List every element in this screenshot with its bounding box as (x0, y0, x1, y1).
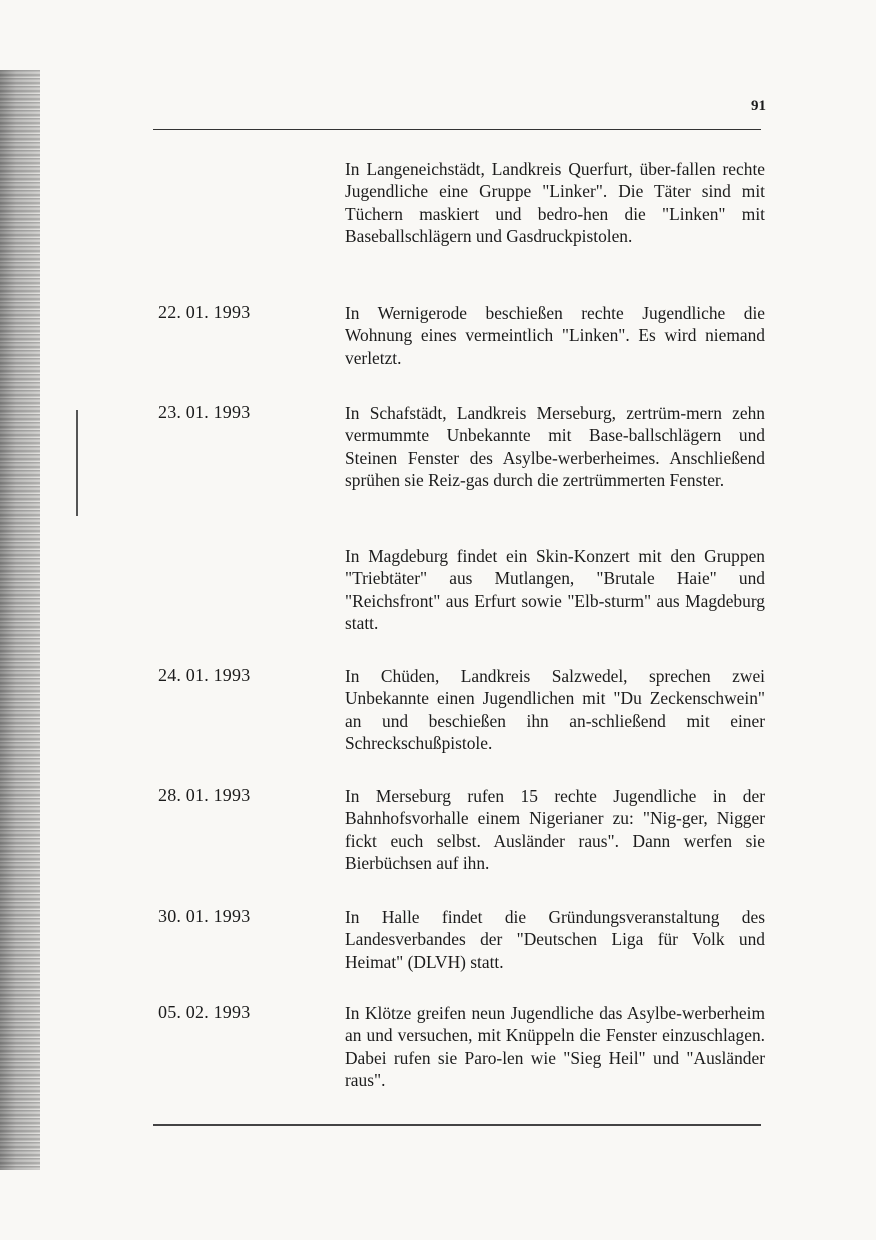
entry-date: 23. 01. 1993 (158, 402, 251, 422)
footer-rule (153, 1124, 761, 1126)
entry-text: In Magdeburg findet ein Skin-Konzert mit den Gruppen "Triebtäter" aus Mutlangen, "Brutale Haie" und "Reichsfront" aus Erfurt sowie "Elb-sturm" aus Magdeburg statt. (345, 546, 765, 634)
entry-text: In Chüden, Landkreis Salzwedel, sprechen zwei Unbekannte einen Jugendlichen mit "Du Zeckenschwein" an und beschießen ihn an-schließend mit einer Schreckschußpistole. (345, 666, 765, 754)
entry-date: 30. 01. 1993 (158, 906, 251, 926)
scan-edge-shadow (0, 70, 40, 1170)
entry-text: In Halle findet die Gründungsveranstaltung des Landesverbandes der "Deutschen Liga für Volk und Heimat" (DLVH) statt. (345, 907, 765, 972)
page-number: 91 (751, 98, 766, 114)
header-rule (153, 129, 761, 130)
entry-text: In Wernigerode beschießen rechte Jugendliche die Wohnung eines vermeintlich "Linken". Es wird niemand verletzt. (345, 303, 765, 368)
entry-date: 24. 01. 1993 (158, 665, 251, 685)
entry-date: 22. 01. 1993 (158, 302, 251, 322)
entry-text: In Merseburg rufen 15 rechte Jugendliche in der Bahnhofsvorhalle einem Nigerianer zu: "Nig-ger, Nigger fickt euch selbst. Ausländer raus". Dann werfen sie Bierbüchsen auf ihn. (345, 786, 765, 874)
entry-text: In Langeneichstädt, Landkreis Querfurt, über-fallen rechte Jugendliche eine Gruppe "Linker". Die Täter sind mit Tüchern maskiert und bedro-hen die "Linken" mit Baseballschlägern und Gasdruckpistolen. (345, 159, 765, 247)
entry-date: 28. 01. 1993 (158, 785, 251, 805)
entry-date: 05. 02. 1993 (158, 1002, 251, 1022)
entry-text: In Schafstädt, Landkreis Merseburg, zertrüm-mern zehn vermummte Unbekannte mit Base-ballschlägern und Steinen Fenster des Asylbe-werberheimes. Anschließend sprühen sie Reiz-gas durch die zertrümmerten Fenster. (345, 403, 765, 491)
margin-marker (76, 410, 78, 516)
entry-text: In Klötze greifen neun Jugendliche das Asylbe-werberheim an und versuchen, mit Knüppeln die Fenster einzuschlagen. Dabei rufen sie Paro-len wie "Sieg Heil" und "Ausländer raus". (345, 1003, 765, 1091)
